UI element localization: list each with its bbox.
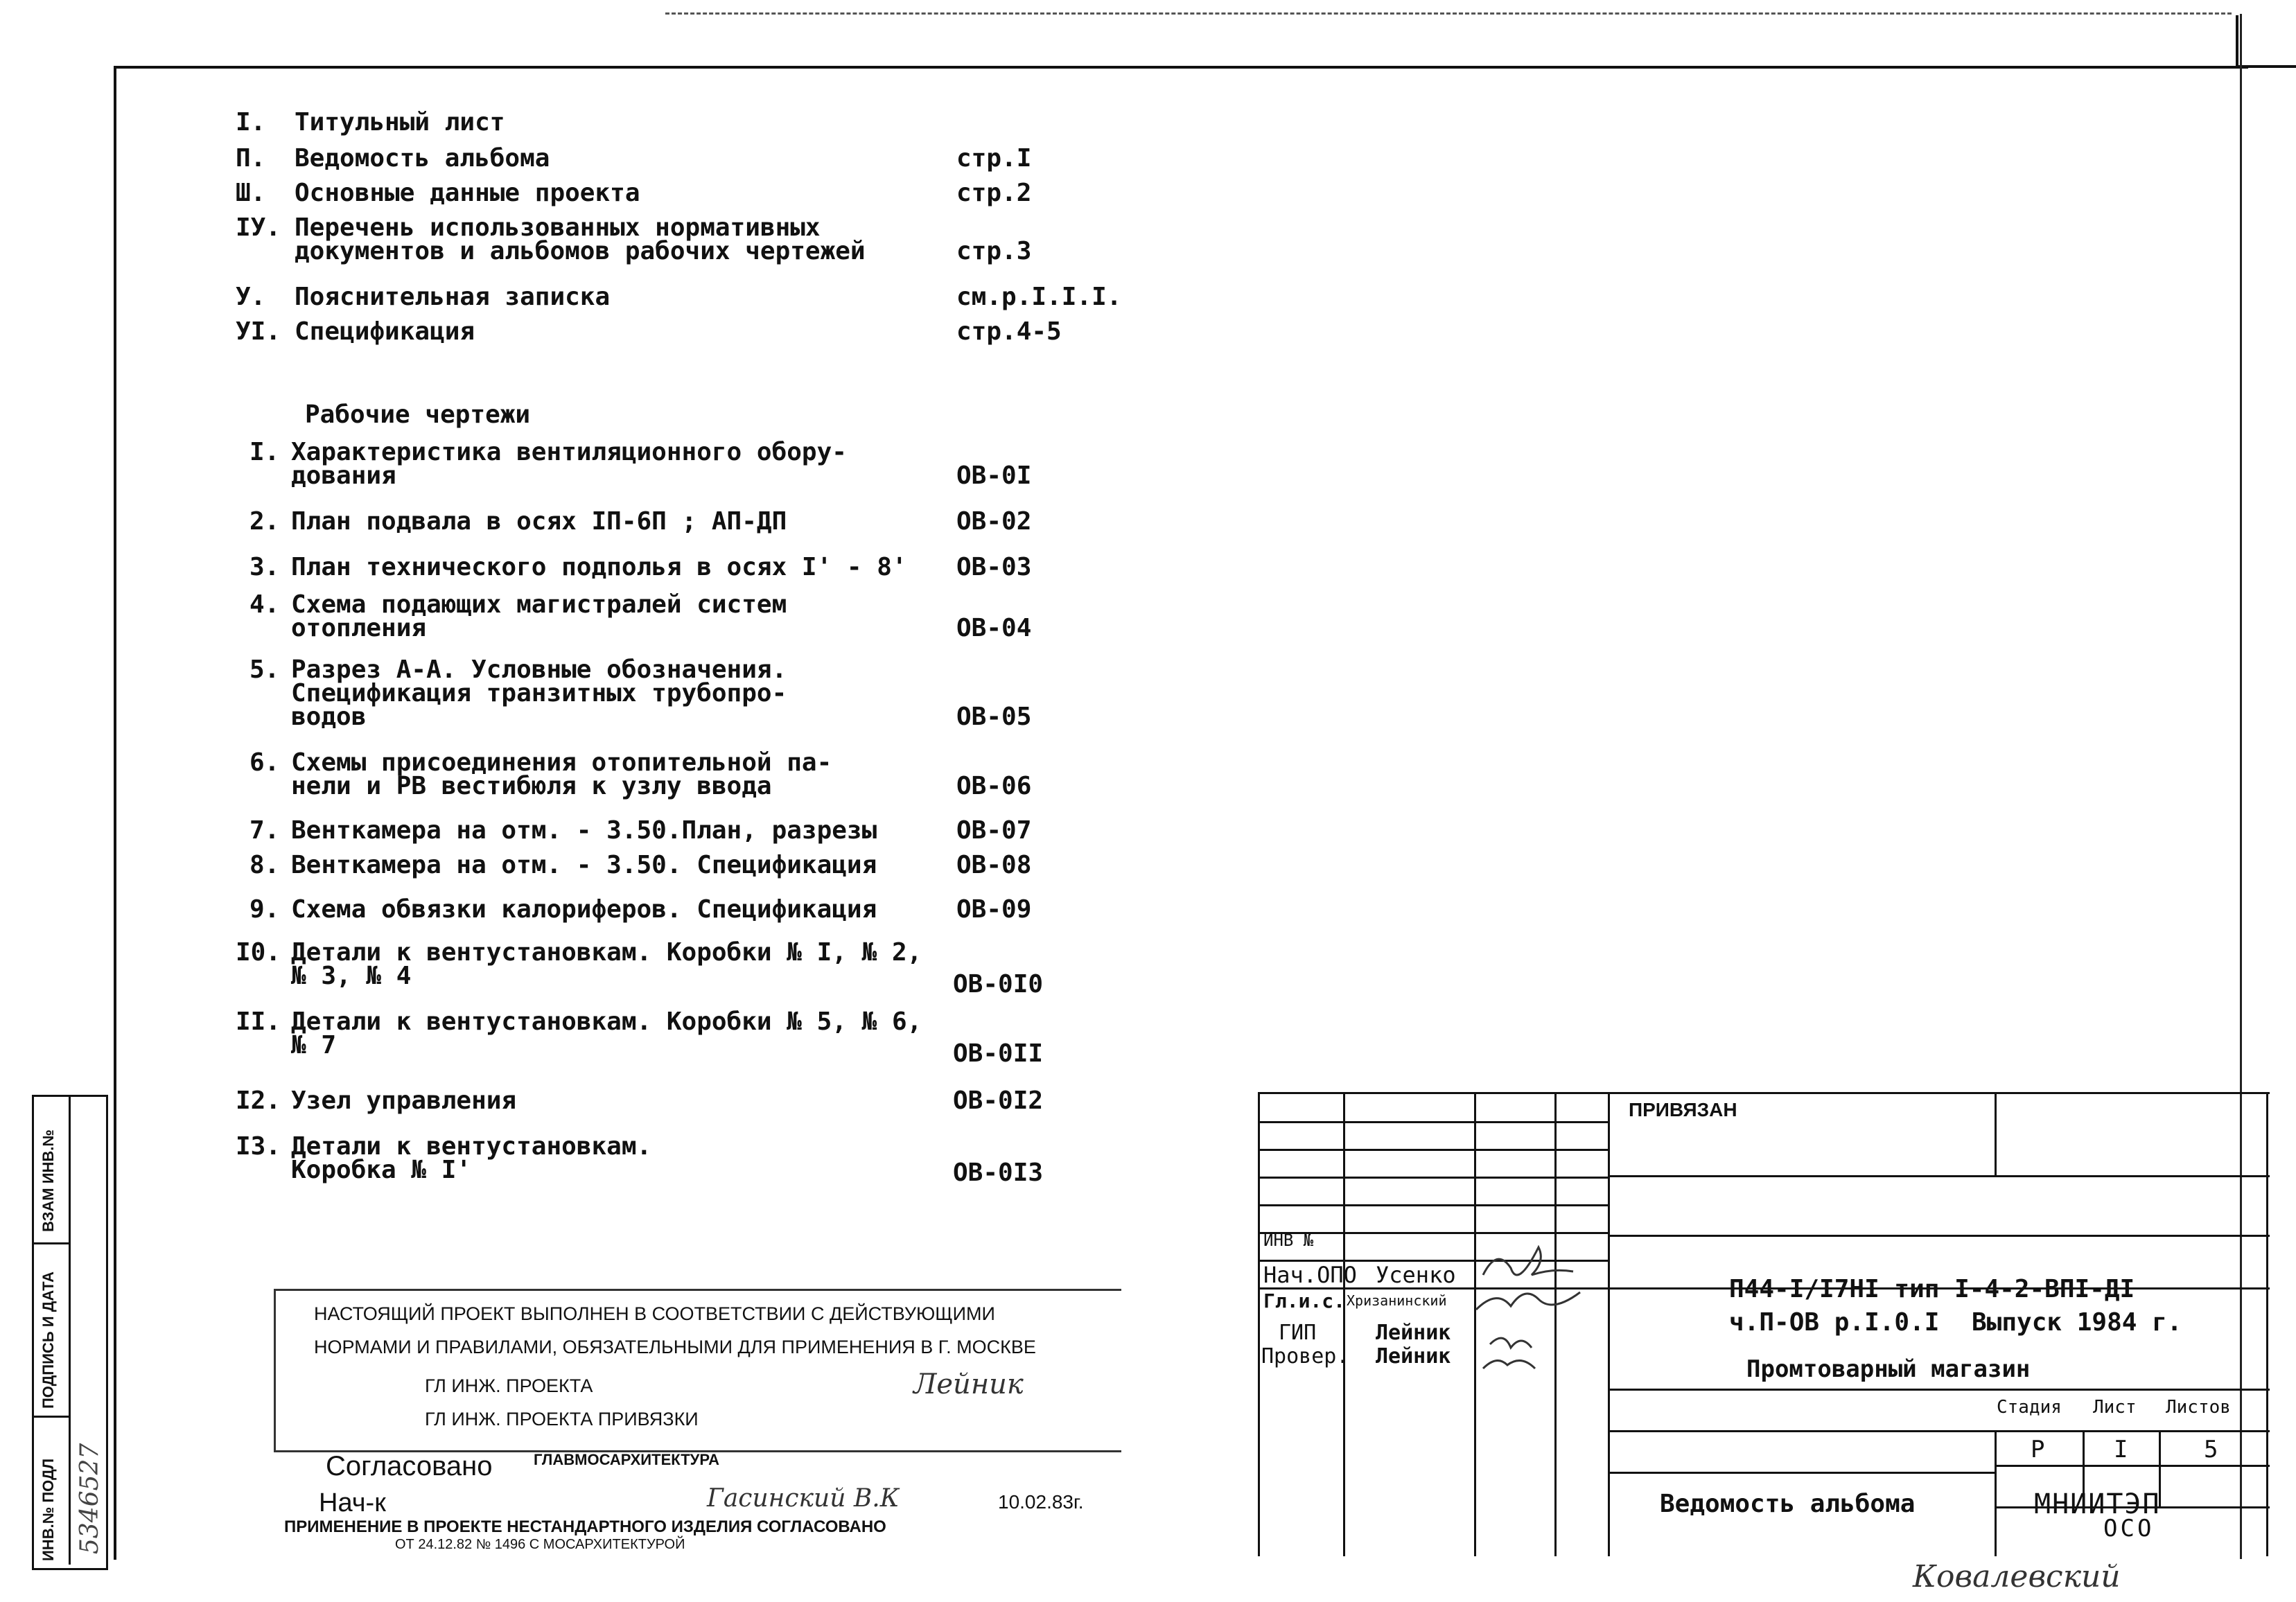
item-number: I. <box>236 108 266 137</box>
item-number: 7. <box>249 816 280 845</box>
item-title: Схема обвязки калориферов. Спецификация <box>291 895 877 924</box>
stamp-gip2-label: ГЛ ИНЖ. ПРОЕКТА ПРИВЯЗКИ <box>425 1409 699 1429</box>
agreed-signature: Гасинский В.К <box>707 1484 900 1513</box>
item-number: 4. <box>249 590 280 619</box>
role-label: Провер. <box>1261 1344 1349 1368</box>
drawing-code: ОВ-0I0 <box>953 970 1044 998</box>
item-number: II. <box>236 1007 281 1036</box>
item-number: 5. <box>249 655 280 684</box>
role-name: Лейник <box>1376 1344 1451 1368</box>
usage-note: ПРИМЕНЕНИЕ В ПРОЕКТЕ НЕСТАНДАРТНОГО ИЗДЕЛИЯ СОГЛАСОВАНО <box>284 1517 886 1536</box>
agreed-date: 10.02.83г. <box>998 1491 1084 1513</box>
usage-note-2: ОТ 24.12.82 № 1496 С МОСАРХИТЕКТУРОЙ <box>395 1537 685 1552</box>
tb-line <box>1343 1092 1345 1556</box>
item-number: I0. <box>236 938 281 967</box>
top-dashed-border <box>665 12 2232 15</box>
drawing-code: ОВ-0II <box>953 1039 1044 1068</box>
tb-line <box>1258 1092 2270 1094</box>
tb-line <box>1608 1092 1610 1556</box>
sheet-value: I <box>2114 1436 2128 1463</box>
drawing-code: ОВ-04 <box>956 614 1032 642</box>
role-name: Хризанинский <box>1347 1292 1447 1309</box>
item-title: Венткамера на отм. - 3.50. Спецификация <box>291 851 877 879</box>
agreed-org: ГЛАВМОСАРХИТЕКТУРА <box>534 1451 719 1468</box>
compliance-stamp <box>274 1289 1121 1452</box>
item-title: Схема подающих магистралей систем отопления <box>291 590 787 642</box>
item-title: План технического подполья в осях I' - 8' <box>291 553 907 581</box>
item-title: Спецификация <box>295 317 475 346</box>
sheet-label: Лист <box>2093 1397 2137 1418</box>
item-number: IУ. <box>236 213 281 242</box>
project-part: ч.П-ОВ р.I.0.I <box>1729 1308 1940 1337</box>
item-number: 3. <box>249 553 280 581</box>
signatures-svg <box>1469 1233 1587 1372</box>
item-title: Детали к вентустановкам. Коробка № I' <box>291 1132 652 1184</box>
item-title: Титульный лист <box>295 108 505 137</box>
bottom-handwritten-note: Ковалевский <box>1913 1559 2121 1594</box>
stamp-line-1: НАСТОЯЩИЙ ПРОЕКТ ВЫПОЛНЕН В СООТВЕТСТВИИ С ДЕЙСТВУЮЩИМИ <box>314 1303 995 1324</box>
stage-value: Р <box>2031 1436 2045 1463</box>
privyazan-label: ПРИВЯЗАН <box>1629 1099 1737 1120</box>
item-title: План подвала в осях IП-6П ; АП-ДП <box>291 507 787 536</box>
drawing-code: ОВ-02 <box>956 507 1032 536</box>
document-title: Ведомость альбома <box>1660 1490 1916 1518</box>
role-name: Усенко <box>1376 1262 1456 1288</box>
role-label: ГИП <box>1279 1321 1317 1345</box>
signature-mark <box>1483 1247 1573 1275</box>
item-title: Пояснительная записка <box>295 283 611 311</box>
stamp-line-2: НОРМАМИ И ПРАВИЛАМИ, ОБЯЗАТЕЛЬНЫМИ ДЛЯ ПРИМЕНЕНИЯ В Г. МОСКВЕ <box>314 1337 1036 1357</box>
item-title: Основные данные проекта <box>295 179 640 207</box>
item-number: Ш. <box>236 179 266 207</box>
sheets-label: Листов <box>2166 1397 2231 1418</box>
role-name: Лейник <box>1376 1321 1451 1345</box>
title-block <box>1258 1092 2270 1556</box>
signature-mark <box>1490 1338 1532 1348</box>
drawing-code: ОВ-0I3 <box>953 1159 1044 1187</box>
item-title: Детали к вентустановкам. Коробки № 5, № 6, № 7 <box>291 1007 922 1059</box>
item-number: П. <box>236 144 266 173</box>
tb-line <box>1995 1465 2270 1467</box>
drawing-code: ОВ-03 <box>956 553 1032 581</box>
item-title: Перечень использованных нормативных документов и альбомов рабочих чертежей <box>295 213 866 265</box>
item-number: I2. <box>236 1086 281 1115</box>
item-page: стр.3 <box>956 237 1032 265</box>
tb-line <box>1995 1092 1997 1175</box>
item-number: I3. <box>236 1132 281 1161</box>
organization-dept: ОСО <box>2103 1515 2155 1542</box>
drawing-code: ОВ-0I <box>956 461 1032 490</box>
drawing-code: ОВ-06 <box>956 772 1032 800</box>
role-label: Нач.ОПО <box>1263 1262 1357 1288</box>
stamp-gip-label: ГЛ ИНЖ. ПРОЕКТА <box>425 1375 593 1396</box>
working-drawings-heading: Рабочие чертежи <box>305 400 531 429</box>
organization: МНИИТЭП <box>2034 1488 2161 1520</box>
item-title: Характеристика вентиляционного обору- дования <box>291 438 847 490</box>
drawing-code: ОВ-0I2 <box>953 1086 1044 1115</box>
item-title: Детали к вентустановкам. Коробки № I, № 2, № 3, № 4 <box>291 938 922 990</box>
stage-label: Стадия <box>1997 1397 2062 1418</box>
tb-line <box>1608 1235 2270 1237</box>
drawing-code: ОВ-08 <box>956 851 1032 879</box>
item-title: Схемы присоединения отопительной па- нели и РВ вестибюля к узлу ввода <box>291 748 832 800</box>
item-page: стр.I <box>956 144 1032 173</box>
signature-mark <box>1483 1361 1535 1368</box>
item-number: 8. <box>249 851 280 879</box>
project-code: П44-I/I7НI тип I-4-2-ВПI-ДI <box>1729 1275 2135 1303</box>
drawing-code: ОВ-07 <box>956 816 1032 845</box>
podpis-label: ПОДПИСЬ И ДАТА <box>40 1271 57 1409</box>
tb-line <box>1608 1430 2270 1432</box>
stamp-gip-signature: Лейник <box>913 1368 1024 1400</box>
item-title: Венткамера на отм. - 3.50.План, разрезы <box>291 816 877 845</box>
item-title: Ведомость альбома <box>295 144 550 173</box>
sheets-value: 5 <box>2204 1436 2218 1463</box>
agreed-label: Согласовано <box>326 1451 493 1481</box>
inv-podl-label: ИНВ.№ ПОДЛ <box>40 1458 57 1561</box>
role-label: Гл.и.с. <box>1263 1289 1346 1312</box>
vzam-label: ВЗАМ ИНВ.№ <box>40 1129 57 1232</box>
item-page: см.р.I.I.I. <box>956 283 1122 311</box>
item-number: 9. <box>249 895 280 924</box>
item-page: стр.2 <box>956 179 1032 207</box>
inv-number-handwritten: 5346527 <box>76 1443 104 1554</box>
tb-line <box>1258 1092 1260 1556</box>
drawing-code: ОВ-05 <box>956 703 1032 731</box>
project-issue: Выпуск 1984 г. <box>1972 1308 2182 1337</box>
item-number: 6. <box>249 748 280 777</box>
drawing-code: ОВ-09 <box>956 895 1032 924</box>
item-title: Разрез А-А. Условные обозначения. Спецификация транзитных трубопро- водов <box>291 655 787 731</box>
item-number: 2. <box>249 507 280 536</box>
agreed-nach: Нач-к <box>319 1488 386 1517</box>
binding-strip <box>32 1095 108 1570</box>
item-number: У. <box>236 283 266 311</box>
tb-line <box>2266 1092 2268 1556</box>
tb-line <box>1608 1389 2270 1391</box>
tb-line <box>1608 1175 2270 1177</box>
object-name: Промтоварный магазин <box>1746 1355 2031 1383</box>
item-page: стр.4-5 <box>956 317 1062 346</box>
tb-line <box>1608 1472 1995 1474</box>
signature-mark <box>1476 1292 1580 1310</box>
item-number: I. <box>249 438 280 466</box>
tb-line <box>1995 1430 1997 1556</box>
item-title: Узел управления <box>291 1086 517 1115</box>
inv-no-label: ИНВ № <box>1263 1231 1314 1250</box>
item-number: УI. <box>236 317 281 346</box>
